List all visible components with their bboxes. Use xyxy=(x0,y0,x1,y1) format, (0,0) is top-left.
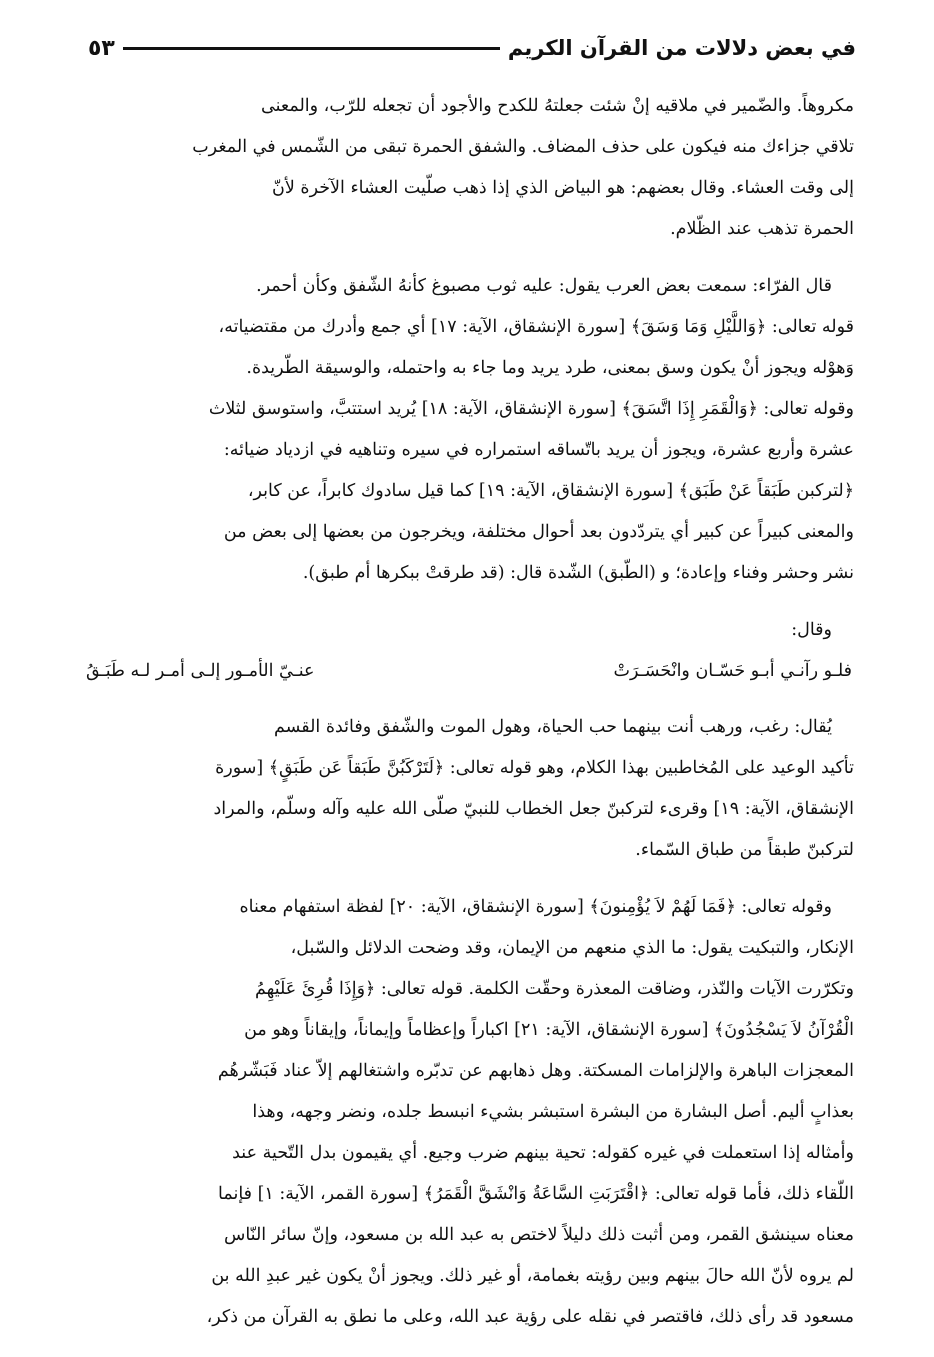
text-line: الْقُرْآنُ لاَ يَسْجُدُونَ﴾ [سورة الإنشقاق، الآية: ٢١] اكباراً وإعظاماً وإيماناً، وإيقاناً وهو من xyxy=(244,1020,854,1040)
text-line: مسعود قد رأى ذلك، فاقتصر في نقله على رؤية عبد الله، وعلى ما نطق به القرآن من ذكر، xyxy=(206,1307,854,1327)
paragraph-3 xyxy=(84,707,854,871)
text-line: لم يروه لأنّ الله حالَ بينهم وبين رؤيته بغمامة، أو غير ذلك. ويجوز أنْ يكون غير عبدِ الله بن xyxy=(211,1266,854,1286)
text-line: وقوله تعالى: ﴿وَالْقَمَرِ إِذَا اتَّسَقَ﴾ [سورة الإنشقاق، الآية: ١٨] يُريد استتبَّ، واستوسق لثلاث xyxy=(208,399,854,419)
text-line: نشر وحشر وفناء وإعادة؛ و (الطّبق) الشّدة قال: (قد طرقتْ ببكرها أم طبق). xyxy=(302,563,854,583)
text-line: قال الفرّاء: سمعت بعض العرب يقول: عليه ثوب مصبوغ كأنهُ الشّفق وكأن أحمر. xyxy=(256,276,832,296)
text-line: الحمرة تذهب عند الظّلام. xyxy=(670,219,854,239)
paragraph-1 xyxy=(84,86,854,250)
text-line: تلاقي جزاءك منه فيكون على حذف المضاف. والشفق الحمرة تبقى من الشّمس في المغرب xyxy=(192,137,854,157)
text-line: إلى وقت العشاء. وقال بعضهم: هو البياض الذي إذا ذهب صلّيت العشاء الآخرة لأنّ xyxy=(272,178,854,198)
text-line: وتكرّرت الآيات والنّذر، وضاقت المعذرة وحقّت الكلمة. قوله تعالى: ﴿وَإِذَا قُرِئَ عَلَيْهِمُ xyxy=(254,979,854,999)
first-hemistich: فلـو رآنـي أبـو حَسّـان وانْحَسَـرَتْ xyxy=(613,661,852,681)
text-line: ﴿لتركبن طَبَقاً عَنْ طَبَق﴾ [سورة الإنشقاق، الآية: ١٩] كما قيل سادوك كابراً، عن كابر، xyxy=(247,481,854,501)
paragraph-2 xyxy=(84,266,854,594)
text-line: لتركبنّ طبقاً من طباق السّماء. xyxy=(635,840,854,860)
text-line: الإنشقاق، الآية: ١٩] وقرىء لتركبنّ جعل الخطاب للنبيّ صلّى الله عليه وآله وسلّم، والمراد xyxy=(213,799,854,819)
body-text xyxy=(84,86,854,1338)
poetry-verse xyxy=(84,651,854,691)
text-line: قوله تعالى: ﴿وَاللَّيْلِ وَمَا وَسَقَ﴾ [سورة الإنشقاق، الآية: ١٧] أي جمع وأدرك من مقتضياته، xyxy=(218,317,854,337)
header-rule xyxy=(123,47,500,50)
text-line: وقال: xyxy=(791,620,832,640)
page-number: ٥٣ xyxy=(88,35,115,61)
paragraph-4 xyxy=(84,887,854,1338)
text-line: والمعنى كبيراً عن كبير أي يتردّدون بعد أحوال مختلفة، ويخرجون من بعضها إلى بعض من xyxy=(223,522,854,542)
text-line: معناه سينشق القمر، ومن أثبت ذلك دليلاً لاختص به عبد الله بن مسعود، وإنّ سائر النّاس xyxy=(223,1225,854,1245)
text-line: اللّقاء ذلك، فأما قوله تعالى: ﴿اقْتَرَبَتِ السَّاعَةُ وَانْشَقَّ الْقَمَرُ﴾ [سورة القمر، الآية: ١] فإنما xyxy=(218,1184,854,1204)
text-line: وقوله تعالى: ﴿فَمَا لَهُمْ لاَ يُؤْمِنونَ﴾ [سورة الإنشقاق، الآية: ٢٠] لفظة استفهام معناه xyxy=(239,897,832,917)
running-header-title: في بعض دلالات من القرآن الكريم xyxy=(507,36,856,60)
second-hemistich: عنـيّ الأمـور إلـى أمـر لـه طَبَـقُ xyxy=(86,661,315,681)
text-line: بعذابٍ أليم. أصل البشارة من البشرة استبشر بشيء انبسط جلده، ونضر وجهه، وهذا xyxy=(252,1102,854,1122)
text-line: مكروهاً. والضّمير في ملاقيه إنْ شئت جعلتهُ للكدح والأجود أن تجعله للرّب، والمعنى xyxy=(261,96,854,116)
text-line: المعجزات الباهرة والإلزامات المسكتة. وهل ذهابهم عن تدبّره واشتغالهم إلاّ عناد فَبَشّرهُم xyxy=(217,1061,854,1081)
paragraph-verse-intro xyxy=(84,610,854,651)
text-line: تأكيد الوعيد على المُخاطبين بهذا الكلام، وهو قوله تعالى: ﴿لَتَرْكَبُنَّ طَبَقاً عَن طَبَقٍ﴾ [سورة xyxy=(215,758,854,778)
running-header xyxy=(88,28,856,68)
text-line: يُقال: رغب، ورهب أنت بينهما حب الحياة، وهول الموت والشّفق وفائدة القسم xyxy=(273,717,832,737)
text-line: وأمثاله إذا استعملت في غيره كقوله: تحية بينهم ضرب وجيع. أي يقيمون بدل التّحية عند xyxy=(232,1143,854,1163)
text-line: وَهوْله ويجوز أنْ يكون وسق بمعنى، طرد يريد وما جاء به واحتمله، والوسيقة الطّريدة. xyxy=(246,358,854,378)
text-line: الإنكار، والتبكيت يقول: ما الذي منعهم من الإيمان، وقد وضحت الدلائل والسّبل، xyxy=(290,938,854,958)
text-line: عشرة وأربع عشرة، ويجوز أن يريد باتّساقه استمراره في سيره وتناهيه في ازدياد ضيائه: xyxy=(223,440,854,460)
